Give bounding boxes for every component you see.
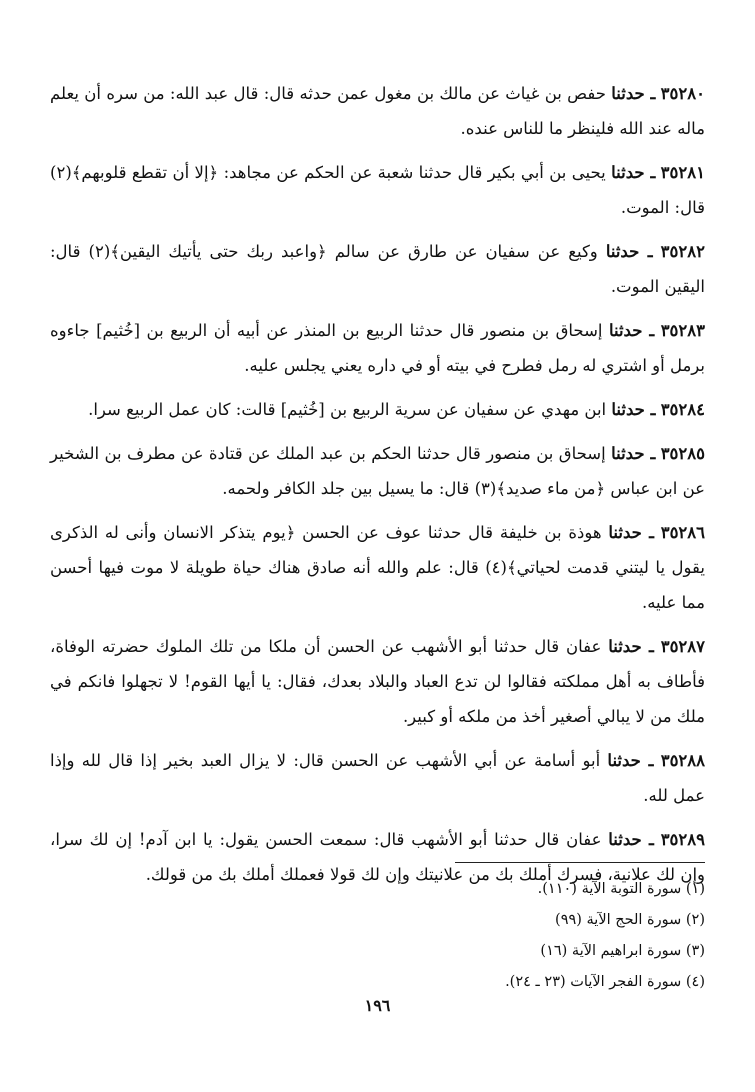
hadith-text: ابن مهدي عن سفيان عن سرية الربيع بن [خُثيم] قالت: كان عمل الربيع سرا. (88, 400, 607, 419)
hadith-entry (50, 743, 705, 813)
hadith-text: أبو أسامة عن أبي الأشهب عن الحسن قال: لا يزال العبد بخير إذا قال لله وإذا عمل لله. (50, 751, 705, 805)
hadith-entry (50, 436, 705, 506)
hadith-lead: ـ حدثنا (605, 242, 653, 261)
hadith-lead: ـ حدثنا (608, 321, 655, 340)
hadith-entry (50, 234, 705, 304)
hadith-lead: ـ حدثنا (607, 751, 654, 770)
hadith-number: ٣٥٢٨٤ (660, 400, 705, 419)
hadith-entry (50, 515, 705, 620)
hadith-number: ٣٥٢٨٣ (660, 321, 705, 340)
hadith-entry (50, 76, 705, 146)
hadith-number: ٣٥٢٨٩ (660, 830, 705, 849)
hadith-text: عفان قال حدثنا أبو الأشهب قال: سمعت الحسن يقول: يا ابن آدم! إن لك سرا، وإن لك علانية، فسرك أملك بك من علانيتك وإن لك قولا فعملك أملك بك من قولك. (50, 830, 705, 884)
hadith-number: ٣٥٢٨٦ (660, 523, 706, 542)
hadith-lead: ـ حدثنا (611, 400, 656, 419)
hadith-text: هوذة بن خليفة قال حدثنا عوف عن الحسن ﴿يوم يتذكر الانسان وأنى له الذكرى يقول يا ليتني قدمت لحياتي﴾(٤) قال: علم والله أنه صادق هناك حياة طويلة لا موت فيها أحسن مما عليه. (50, 523, 705, 612)
footnote: (٣) سورة ابراهيم الآية (١٦) (540, 943, 705, 959)
hadith-lead: ـ حدثنا (611, 84, 656, 103)
hadith-lead: ـ حدثنا (611, 163, 656, 182)
hadith-entry (50, 155, 705, 225)
hadith-number: ٣٥٢٨٢ (660, 242, 705, 261)
footnote: (١) سورة التوبة الآية (١١٠). (537, 881, 705, 897)
hadith-text: إسحاق بن منصور قال حدثنا الحكم بن عبد الملك عن قتادة عن مطرف بن الشخير عن ابن عباس ﴿من ماء صديد﴾(٣) قال: ما يسيل بين جلد الكافر ولحمه. (50, 444, 705, 498)
hadith-text: حفص بن غياث عن مالك بن مغول عمن حدثه قال: قال عبد الله: من سره أن يعلم ماله عند الله فلينظر ما للناس عنده. (50, 84, 705, 138)
hadith-list (50, 76, 705, 892)
hadith-text: يحيى بن أبي بكير قال حدثنا شعبة عن الحكم عن مجاهد: ﴿إلا أن تقطع قلوبهم﴾(٢) قال: الموت. (50, 163, 705, 217)
hadith-number: ٣٥٢٨١ (660, 163, 705, 182)
hadith-entry (50, 392, 705, 427)
hadith-number: ٣٥٢٨٠ (660, 84, 705, 103)
hadith-lead: ـ حدثنا (608, 523, 654, 542)
page-number: ١٩٦ (364, 996, 391, 1015)
footnote: (٢) سورة الحج الآية (٩٩) (555, 912, 705, 928)
footnote-divider (455, 862, 705, 863)
hadith-entry (50, 313, 705, 383)
hadith-lead: ـ حدثنا (608, 637, 654, 656)
hadith-lead: ـ حدثنا (608, 830, 654, 849)
hadith-number: ٣٥٢٨٨ (660, 751, 706, 770)
hadith-lead: ـ حدثنا (611, 444, 656, 463)
hadith-text: إسحاق بن منصور قال حدثنا الربيع بن المنذر عن أبيه أن الربيع بن [خُثيم] جاءوه برمل أو اشتري له رمل فطرح في بيته أو في داره يعني يجلس عليه. (50, 321, 705, 375)
hadith-text: وكيع عن سفيان عن طارق عن سالم ﴿واعبد ربك حتى يأتيك اليقين﴾(٢) قال: اليقين الموت. (50, 242, 705, 296)
hadith-text: عفان قال حدثنا أبو الأشهب عن الحسن أن ملكا من تلك الملوك حضرته الوفاة، فأطاف به أهل مملكته فقالوا لن تدع العباد والبلاد بعدك، فقال: يا أيها القوم! لا تجهلوا فانكم في ملك من لا يبالي أصغير أخذ من ملكه أو كبير. (50, 637, 705, 726)
footnotes (50, 874, 705, 998)
hadith-number: ٣٥٢٨٧ (660, 637, 706, 656)
hadith-entry (50, 629, 705, 734)
footnote: (٤) سورة الفجر الآيات (٢٣ ـ ٢٤). (505, 974, 705, 990)
hadith-number: ٣٥٢٨٥ (660, 444, 705, 463)
